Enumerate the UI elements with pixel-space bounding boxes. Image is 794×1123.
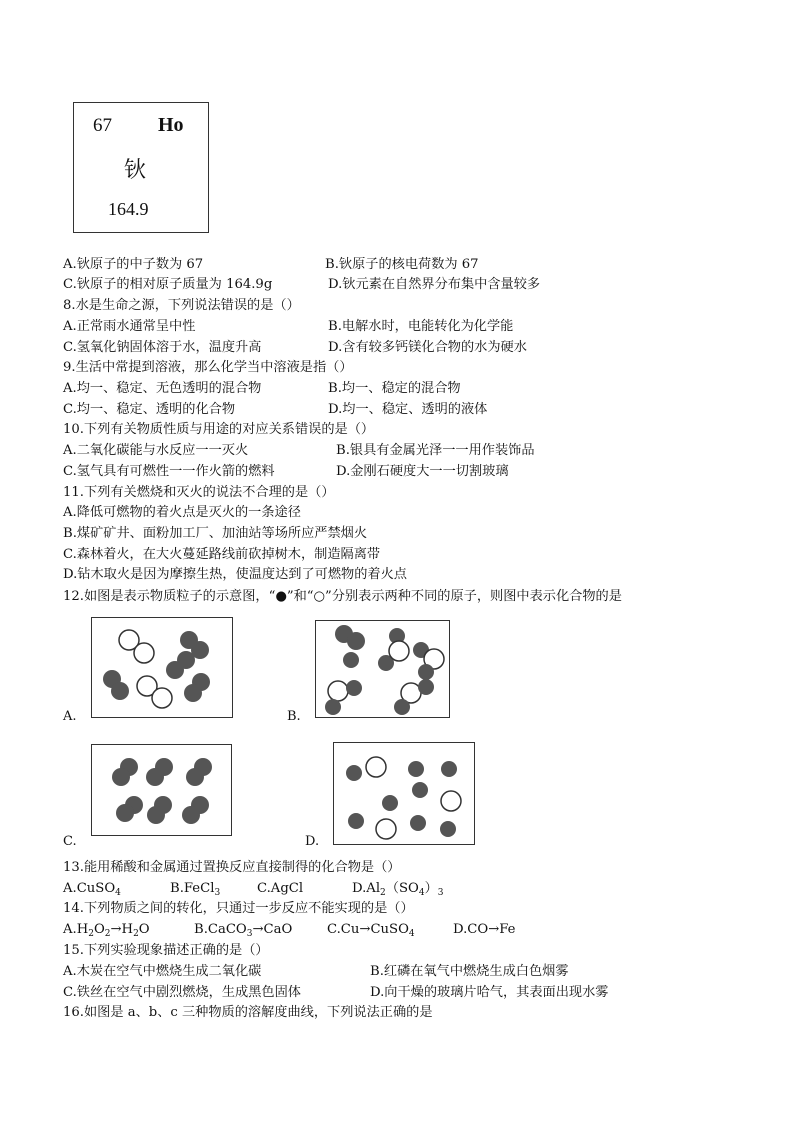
q7-option-b: B.钬原子的核电荷数为 67 — [325, 257, 479, 272]
element-symbol: Ho — [158, 114, 184, 136]
molecule-dark-pair — [184, 673, 210, 702]
q12-label-c: C. — [63, 834, 77, 849]
element-name: 钬 — [124, 158, 147, 183]
q15-option-b: B.红磷在氧气中燃烧生成白色烟雾 — [370, 964, 569, 979]
q12-diagram-d — [333, 742, 475, 845]
q8-stem: 8.水是生命之源，下列说法错误的是（） — [63, 298, 300, 313]
q12-label-b: B. — [287, 709, 301, 724]
q13-option-a: A.CuSO$_4$ — [63, 881, 121, 898]
q16-stem: 16.如图是 a、b、c 三种物质的溶解度曲线，下列说法正确的是 — [63, 1005, 433, 1020]
q12-diagram-a — [91, 617, 233, 718]
molecule-dark-pair — [166, 651, 195, 679]
q12-diagram-b — [315, 620, 450, 718]
element-number: 67 — [93, 115, 112, 136]
q7-option-d: D.钬元素在自然界分布集中含量较多 — [328, 277, 541, 292]
q10-option-c: C.氢气具有可燃性一一作火箭的燃料 — [63, 464, 275, 479]
q12-stem: 12.如图是表示物质粒子的示意图，“●”和“○”分别表示两种不同的原子，则图中表示化合物的是 — [63, 589, 622, 604]
element-mass: 164.9 — [108, 199, 149, 219]
q8-option-b: B.电解水时，电能转化为化学能 — [328, 319, 514, 334]
q10-option-d: D.金刚石硬度大一一切割玻璃 — [336, 464, 509, 479]
q8-option-c: C.氢氧化钠固体溶于水，温度升高 — [63, 340, 262, 355]
q15-option-d: D.向干燥的玻璃片哈气，其表面出现水雾 — [370, 985, 609, 1000]
q12-label-d: D. — [305, 834, 320, 849]
q11-option-b: B.煤矿矿井、面粉加工厂、加油站等场所应严禁烟火 — [63, 526, 368, 541]
q9-option-a: A.均一、稳定、无色透明的混合物 — [63, 381, 262, 396]
q12-diagram-c — [91, 744, 232, 836]
q7-option-c: C.钬原子的相对原子质量为 164.9g — [63, 277, 273, 292]
q11-option-c: C.森林着火，在大火蔓延路线前砍掉树木，制造隔离带 — [63, 547, 381, 562]
q12-label-a: A. — [63, 709, 77, 724]
q8-option-a: A.正常雨水通常呈中性 — [63, 319, 196, 334]
q13-stem: 13.能用稀酸和金属通过置换反应直接制得的化合物是（） — [63, 860, 401, 875]
q9-option-c: C.均一、稳定、透明的化合物 — [63, 402, 236, 417]
molecule-light-pair — [137, 676, 172, 708]
q15-option-a: A.木炭在空气中燃烧生成二氧化碳 — [63, 964, 262, 979]
q14-stem: 14.下列物质之间的转化，只通过一步反应不能实现的是（） — [63, 901, 414, 916]
q14-option-c: C.Cu→CuSO$_4$ — [327, 922, 415, 939]
q11-option-d: D.钻木取火是因为摩擦生热，使温度达到了可燃物的着火点 — [63, 567, 407, 582]
q9-option-b: B.均一、稳定的混合物 — [328, 381, 461, 396]
q13-option-b: B.FeCl$_3$ — [170, 881, 221, 898]
q10-option-b: B.银具有金属光泽一一用作装饰品 — [336, 443, 535, 458]
element-card — [73, 102, 209, 233]
molecule-light-pair — [119, 630, 154, 663]
q8-option-d: D.含有较多钙镁化合物的水为硬水 — [328, 340, 527, 355]
q7-option-a: A.钬原子的中子数为 67 — [63, 257, 204, 272]
q14-option-a: $A.H_2O_2\to H_2O$ — [63, 922, 150, 939]
q10-option-a: A.二氧化碳能与水反应一一灭火 — [63, 443, 249, 458]
q11-option-a: A.降低可燃物的着火点是灭火的一条途径 — [63, 505, 301, 520]
q10-stem: 10.下列有关物质性质与用途的对应关系错误的是（） — [63, 422, 375, 437]
q9-stem: 9.生活中常提到溶液，那么化学当中溶液是指（） — [63, 360, 353, 375]
q14-option-b: B.CaCO$_3$→CaO — [194, 922, 293, 939]
q15-option-c: C.铁丝在空气中剧烈燃烧，生成黑色固体 — [63, 985, 301, 1000]
q11-stem: 11.下列有关燃烧和灭火的说法不合理的是（） — [63, 485, 335, 500]
q13-option-c: C.AgCl — [257, 881, 304, 896]
molecule-dark-pair — [103, 670, 129, 700]
q15-stem: 15.下列实验现象描述正确的是（） — [63, 943, 269, 958]
q9-option-d: D.均一、稳定、透明的液体 — [328, 402, 488, 417]
q13-option-d: $D.Al_2(SO_4)_3$ — [352, 881, 444, 898]
q14-option-d: D.CO→Fe — [453, 922, 516, 937]
